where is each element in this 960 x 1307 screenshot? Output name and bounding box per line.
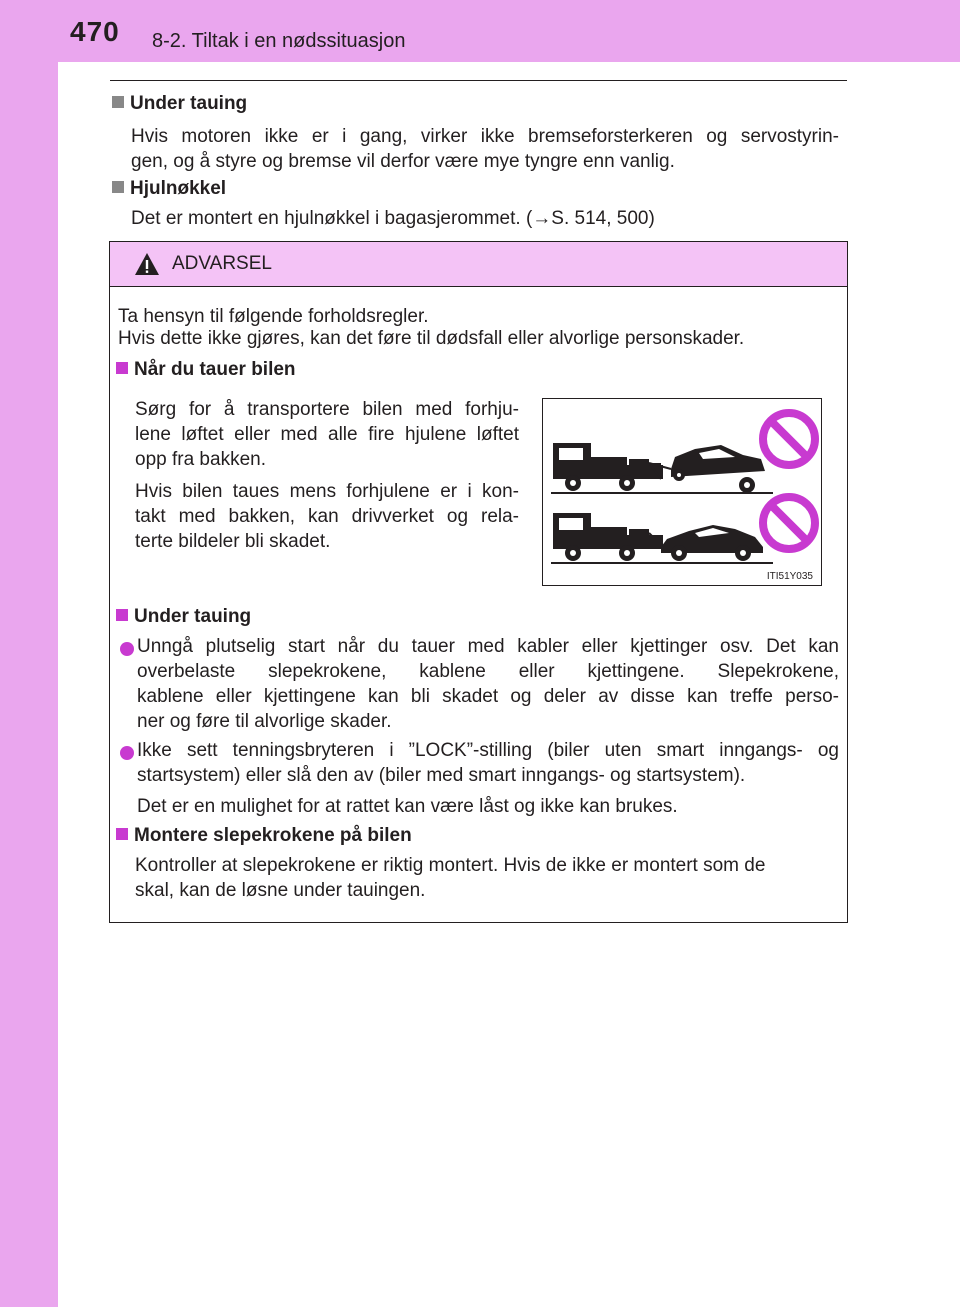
- section-title: Under tauing: [130, 93, 248, 114]
- bullet-note: Det er en mulighet for at rattet kan være låst og ikke kan brukes.: [137, 796, 678, 817]
- warning-triangle-icon: [134, 252, 160, 276]
- section-text: Det er montert en hjulnøkkel i bagasjerommet. (→S. 514, 500): [131, 208, 655, 229]
- towing-text-line: opp fra bakken.: [135, 449, 266, 470]
- towing-text-line: lene løftet eller med alle fire hjulene løftet: [135, 424, 519, 445]
- section-title: Når du tauer bilen: [134, 359, 296, 380]
- section-text-line: Hvis motoren ikke er i gang, virker ikke bremseforsterkeren og servostyrin-: [131, 126, 839, 147]
- bullet-dot-icon: [120, 746, 134, 760]
- towing-text-line: terte bildeler bli skadet.: [135, 531, 331, 552]
- bullet-text-line: startsystem) eller slå den av (biler med smart inngangs- og startsystem).: [137, 765, 746, 786]
- hooks-text-line: skal, kan de løsne under tauingen.: [135, 880, 426, 901]
- section-text-line: gen, og å styre og bremse vil derfor være mye tyngre enn vanlig.: [131, 151, 675, 172]
- bullet-text-line: Unngå plutselig start når du tauer med kabler eller kjettinger osv. Det kan: [137, 636, 839, 657]
- tow-truck-bottom: [553, 513, 663, 561]
- section-square-icon: [116, 362, 128, 374]
- warning-section-during-towing: [116, 606, 251, 628]
- warning-title: ADVARSEL: [172, 253, 272, 274]
- towing-illustration: [542, 398, 822, 586]
- warning-box: [109, 241, 848, 923]
- bullet-dot-icon: [120, 642, 134, 656]
- section-square-icon: [112, 181, 124, 193]
- tow-truck-illustration: [543, 399, 821, 585]
- chapter-title: 8-2. Tiltak i en nødssituasjon: [152, 30, 406, 52]
- page-number: 470: [70, 16, 120, 47]
- section-title: Under tauing: [134, 606, 252, 627]
- hooks-text-line: Kontroller at slepekrokene er riktig montert. Hvis de ikke er montert som de: [135, 855, 766, 876]
- bullet-text-line: kablene eller kjettingene kan bli skadet og deler av disse kan treffe perso-: [137, 686, 839, 707]
- section-under-tauing: [112, 93, 247, 115]
- warning-header: [110, 242, 847, 287]
- towing-text-line: Sørg for å transportere bilen med forhju-: [135, 399, 519, 420]
- header-rule: [110, 80, 847, 81]
- towing-text-line: Hvis bilen taues mens forhjulene er i kon-: [135, 481, 519, 502]
- tow-truck-top: [553, 443, 663, 491]
- figure-code: ITI51Y035: [766, 571, 813, 582]
- section-title: Hjulnøkkel: [130, 178, 227, 199]
- car-flat: [661, 525, 763, 561]
- car-lifted: [671, 445, 765, 493]
- towing-text-line: takt med bakken, kan drivverket og rela-: [135, 506, 519, 527]
- bullet-text-line: Ikke sett tenningsbryteren i ”LOCK”-stilling (biler uten smart inngangs- og: [137, 740, 839, 761]
- section-square-icon: [116, 609, 128, 621]
- bullet-text-line: ner og føre til alvorlige skader.: [137, 711, 392, 732]
- bullet-text-line: overbelaste slepekrokene, kablene eller kjettingene. Slepekrokene,: [137, 661, 839, 682]
- section-hjulnokkel: [112, 178, 226, 200]
- side-color-band: [0, 0, 58, 1307]
- section-square-icon: [116, 828, 128, 840]
- section-title: Montere slepekrokene på bilen: [134, 825, 412, 846]
- warning-intro-line: Ta hensyn til følgende forholdsregler.: [118, 306, 429, 327]
- warning-intro-line: Hvis dette ikke gjøres, kan det føre til dødsfall eller alvorlige personskader.: [118, 328, 745, 349]
- prohibition-icon-top: [763, 413, 815, 465]
- warning-section-towing: [116, 359, 296, 381]
- prohibition-icon-bottom: [763, 497, 815, 549]
- warning-section-hooks: [116, 825, 412, 847]
- section-square-icon: [112, 96, 124, 108]
